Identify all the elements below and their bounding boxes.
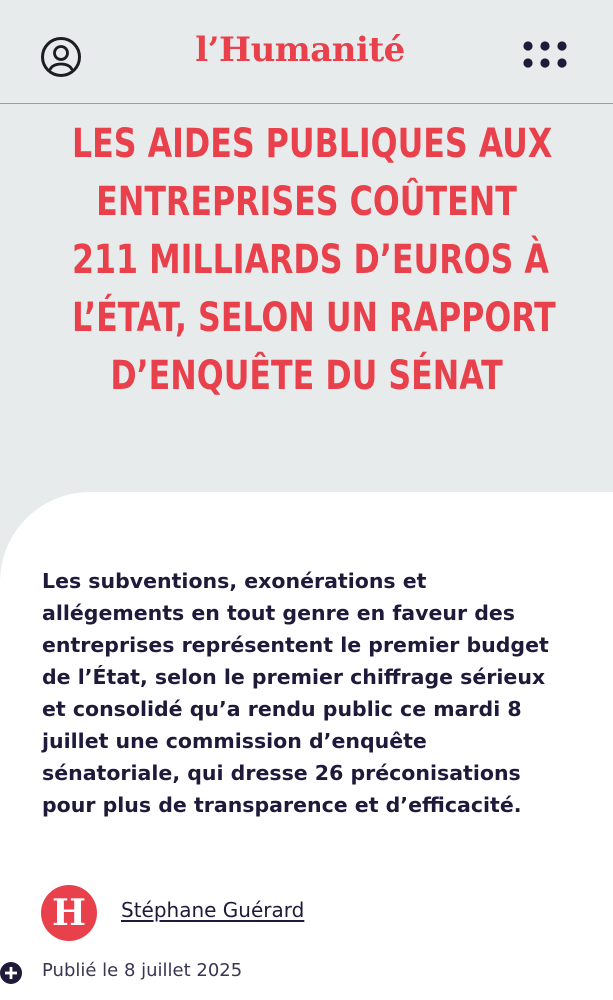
headline-line: D’ENQUÊTE DU SÉNAT	[110, 353, 503, 399]
article-headline	[71, 115, 556, 405]
site-logo[interactable]: l’Humanité	[195, 30, 405, 70]
article-lead: Les subventions, exonérations et allégements en tout genre en faveur des entreprises représentent le premier budget de l’État, selon le premier chiffrage sérieux et consolidé qu’a rendu public ce mardi 8 juillet une commission d’enquête sénatoriale, qui dresse 26 préconisations pour plus de transparence et d’efficacité.	[42, 569, 549, 817]
headline-line: 211 MILLIARDS D’EUROS À	[71, 237, 549, 283]
plus-circle-icon[interactable]	[0, 962, 22, 984]
headline-line: L’ÉTAT, SELON UN RAPPORT	[71, 295, 556, 341]
author-avatar[interactable]	[41, 885, 97, 941]
user-circle-icon	[44, 40, 78, 74]
published-date: Publié le 8 juillet 2025	[42, 960, 243, 981]
headline-line: LES AIDES PUBLIQUES AUX	[71, 121, 553, 167]
dots-grid-icon	[522, 40, 568, 70]
avatar-letter: H	[51, 892, 87, 934]
humanite-h-logo-icon	[41, 885, 97, 941]
author-link[interactable]: Stéphane Guérard	[121, 898, 305, 922]
top-header	[0, 0, 613, 104]
headline-line: ENTREPRISES COÛTENT	[96, 179, 517, 225]
menu-button[interactable]	[522, 40, 568, 70]
account-button[interactable]	[41, 37, 81, 77]
